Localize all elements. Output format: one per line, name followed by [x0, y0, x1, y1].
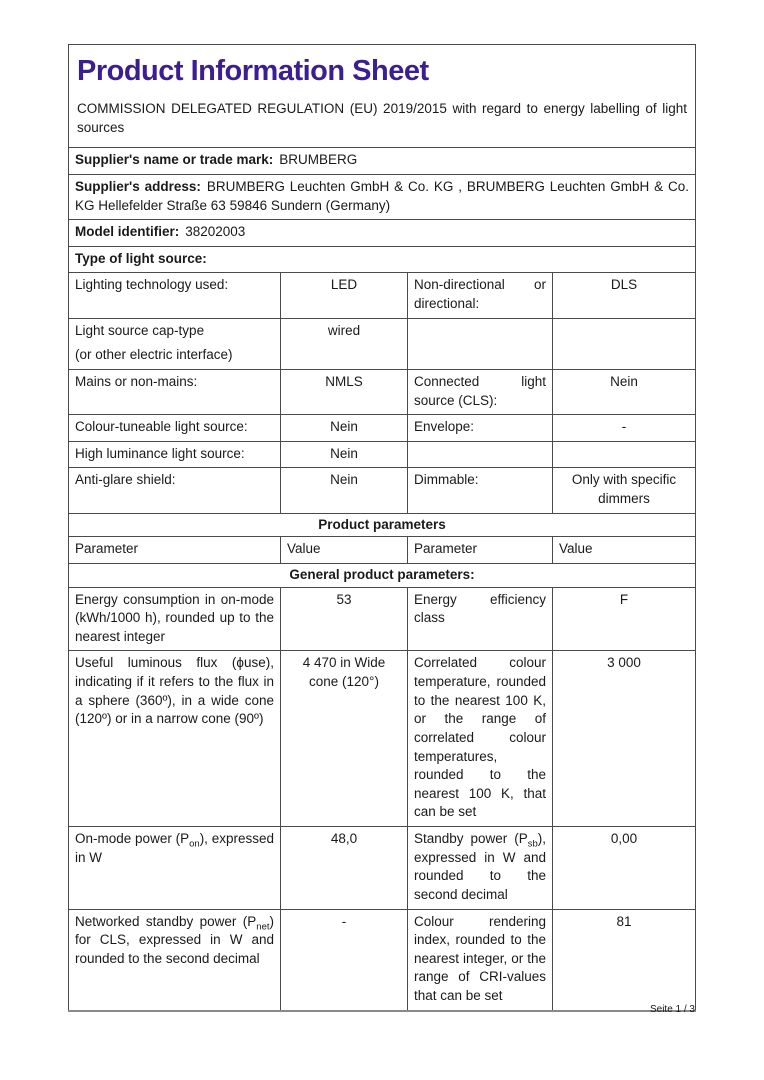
value-cell: 3 000	[553, 651, 696, 827]
table-row-section-heading	[69, 513, 696, 537]
param-text: On-mode power (P	[75, 831, 190, 847]
table-row	[69, 441, 696, 468]
value-cell: 0,00	[553, 827, 696, 910]
page-number: Seite 1 / 3	[649, 1004, 695, 1015]
param-cell: Mains or non-mains:	[69, 369, 281, 414]
param-cell: Connected light source (CLS):	[408, 369, 553, 414]
param-cell: Anti-glare shield:	[69, 468, 281, 513]
value-cell: Only with specific dimmers	[553, 468, 696, 513]
param-cell	[69, 318, 281, 369]
value-cell	[553, 318, 696, 369]
product-information-table	[68, 44, 696, 1012]
table-row-column-headers	[69, 537, 696, 564]
supplier-address-cell	[69, 174, 696, 219]
value-cell: Nein	[281, 441, 408, 468]
table-row	[69, 318, 696, 369]
param-line-2: (or other electric interface)	[75, 347, 233, 363]
table-row	[69, 651, 696, 827]
general-parameters-heading: General product parameters:	[69, 563, 696, 587]
table-row	[69, 909, 696, 1011]
value-cell: F	[553, 587, 696, 651]
table-row	[69, 827, 696, 910]
value-cell: NMLS	[281, 369, 408, 414]
param-cell: Colour-tuneable light source:	[69, 415, 281, 442]
value-cell: -	[281, 909, 408, 1011]
table-row-model-identifier	[69, 220, 696, 247]
param-cell: Correlated colour temperature, rounded to the nearest 100 K, or the range of correlated colour temperatures, rounded to the nearest 100 K, that can be set	[408, 651, 553, 827]
param-cell: Non-directional or directional:	[408, 273, 553, 318]
subscript-text: sb	[527, 838, 538, 850]
value-cell: LED	[281, 273, 408, 318]
page-title: Product Information Sheet	[77, 55, 429, 87]
value-cell: 4 470 in Wide cone (120°)	[281, 651, 408, 827]
param-text: ), expressed in W	[75, 831, 274, 865]
param-cell	[408, 441, 553, 468]
column-header: Value	[553, 537, 696, 564]
subscript-text: on	[189, 838, 200, 850]
value-cell: 53	[281, 587, 408, 651]
value-cell: 81	[553, 909, 696, 1011]
type-of-light-source-heading: Type of light source:	[69, 246, 696, 273]
value-cell: DLS	[553, 273, 696, 318]
table-row-section-heading	[69, 563, 696, 587]
param-text: ) for CLS, expressed in W and rounded to the second decimal	[75, 913, 274, 966]
param-cell: High luminance light source:	[69, 441, 281, 468]
param-text: Networked standby power (P	[75, 913, 257, 929]
supplier-address-label: Supplier's address:	[75, 178, 201, 194]
supplier-name-label: Supplier's name or trade mark:	[75, 152, 274, 168]
param-cell: Energy consumption in on-mode (kWh/1000 h), rounded up to the nearest integer	[69, 587, 281, 651]
param-cell: Colour rendering index, rounded to the nearest integer, or the range of CRI-values that can be set	[408, 909, 553, 1011]
model-identifier-cell	[69, 220, 696, 247]
value-cell: 48,0	[281, 827, 408, 910]
param-cell	[408, 318, 553, 369]
column-header: Parameter	[408, 537, 553, 564]
param-cell	[69, 909, 281, 1011]
table-row	[69, 587, 696, 651]
value-cell: Nein	[281, 468, 408, 513]
param-cell: Dimmable:	[408, 468, 553, 513]
param-cell: Envelope:	[408, 415, 553, 442]
supplier-name-cell	[69, 148, 696, 175]
value-cell: -	[553, 415, 696, 442]
param-text: Standby power (P	[414, 831, 528, 847]
column-header: Value	[281, 537, 408, 564]
regulation-text: COMMISSION DELEGATED REGULATION (EU) 2019/2015 with regard to energy labelling of light sources	[77, 101, 687, 135]
value-cell: wired	[281, 318, 408, 369]
table-row-supplier-name	[69, 148, 696, 175]
table-row-supplier-address	[69, 174, 696, 219]
header-cell	[69, 45, 696, 148]
table-row-header	[69, 45, 696, 148]
table-row	[69, 273, 696, 318]
model-identifier-value: 38202003	[185, 224, 246, 240]
value-cell: Nein	[553, 369, 696, 414]
param-cell: Energy efficiency class	[408, 587, 553, 651]
value-cell	[553, 441, 696, 468]
subscript-text: net	[256, 921, 270, 933]
value-cell: Nein	[281, 415, 408, 442]
param-cell	[408, 827, 553, 910]
param-cell: Useful luminous flux (ϕuse), indicating if it refers to the flux in a sphere (360º), in a wide cone (120º) or in a narrow cone (90º)	[69, 651, 281, 827]
table-row-type-heading	[69, 246, 696, 273]
table-row	[69, 369, 696, 414]
param-line-1: Light source cap-type	[75, 322, 205, 338]
column-header: Parameter	[69, 537, 281, 564]
table-row	[69, 468, 696, 513]
supplier-name-value: BRUMBERG	[279, 152, 358, 168]
table-row	[69, 415, 696, 442]
param-cell	[69, 827, 281, 910]
product-parameters-heading: Product parameters	[69, 513, 696, 537]
param-cell: Lighting technology used:	[69, 273, 281, 318]
supplier-address-value: BRUMBERG Leuchten GmbH & Co. KG , BRUMBERG Leuchten GmbH & Co. KG Hellefelder Straße 63 59846 Sundern (Germany)	[75, 178, 689, 213]
param-text: ), expressed in W and rounded to the second decimal	[414, 831, 546, 902]
model-identifier-label: Model identifier:	[75, 224, 180, 240]
